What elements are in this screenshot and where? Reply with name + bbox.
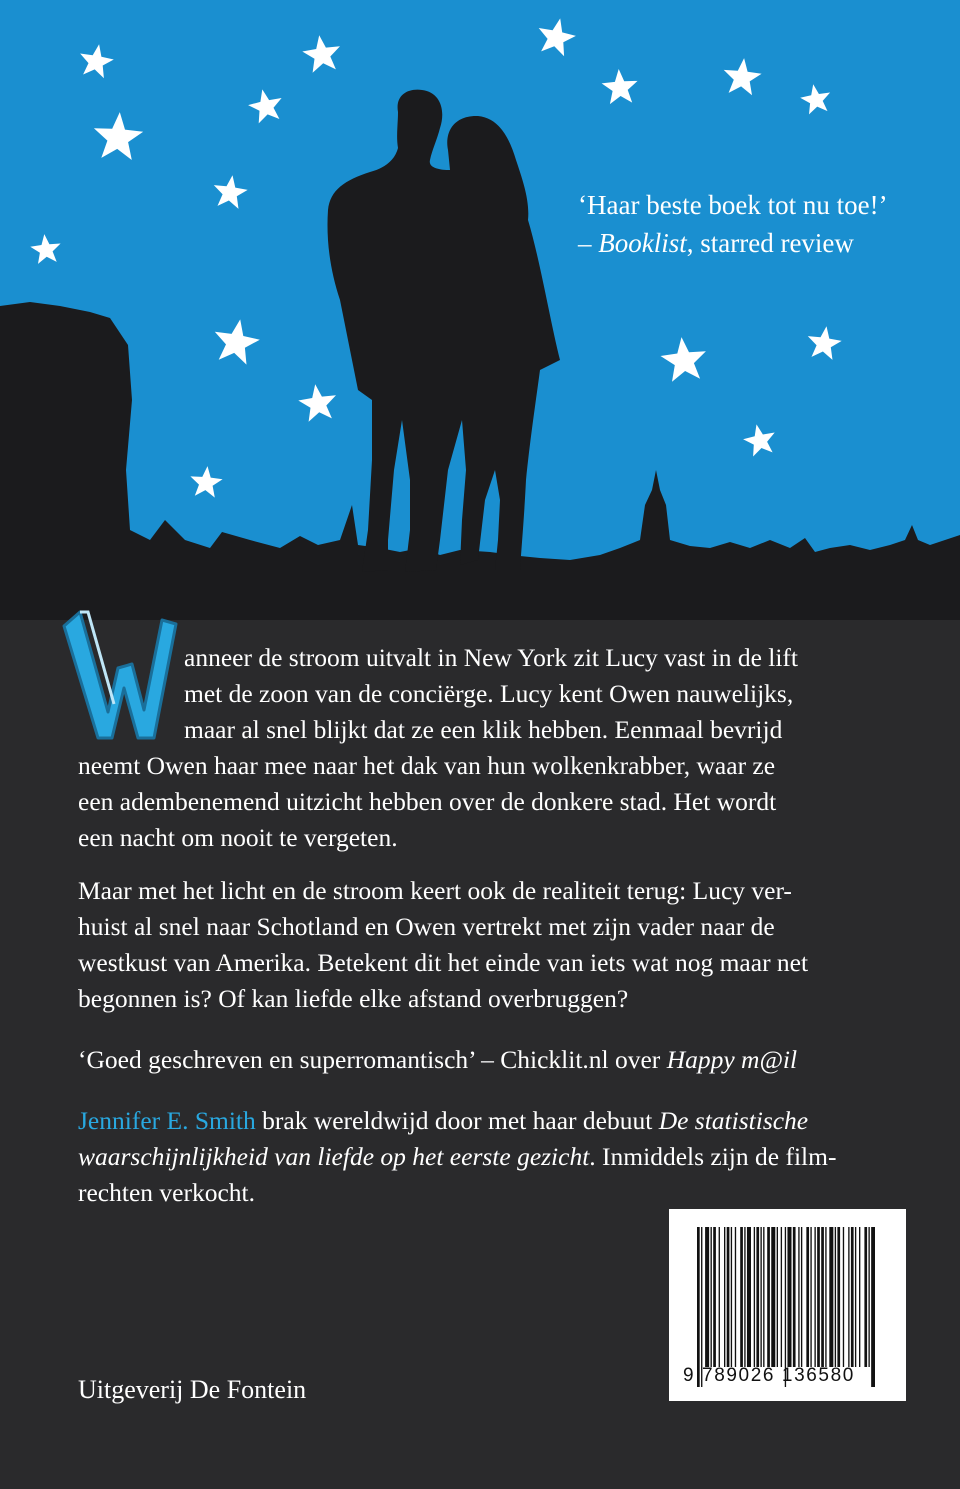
author-name: Jennifer E. Smith	[78, 1106, 256, 1135]
text-line: huist al snel naar Schotland en Owen vertrekt met zijn vader naar de	[78, 912, 775, 941]
author-bio-text: . Inmiddels zijn de film-	[589, 1142, 837, 1171]
barcode-bar	[806, 1227, 809, 1367]
barcode-bar	[851, 1227, 854, 1367]
author-bio-text: brak wereldwijd door met haar debuut	[255, 1106, 659, 1135]
barcode-bar	[855, 1227, 856, 1367]
barcode-bar	[719, 1227, 720, 1367]
author-bio	[78, 1103, 908, 1211]
barcode-bar	[727, 1227, 730, 1367]
text-line: anneer de stroom uitvalt in New York zit Lucy vast in de lift	[184, 643, 799, 672]
barcode-bar	[781, 1227, 782, 1367]
press-quote-text: ‘Goed geschreven en superromantisch’ – Chicklit.nl over	[78, 1045, 667, 1074]
barcode-bar	[785, 1227, 786, 1387]
text-line: westkust van Amerika. Betekent dit het einde van iets wat nog maar net	[78, 948, 809, 977]
barcode-bar	[760, 1227, 761, 1367]
text-line: Maar met het licht en de stroom keert ook de realiteit terug: Lucy ver-	[78, 876, 792, 905]
review-quote-attribution	[578, 224, 888, 262]
barcode-bar	[798, 1227, 799, 1367]
blurb-text	[78, 640, 908, 1211]
barcode-bar	[793, 1227, 796, 1367]
barcode-bar	[731, 1227, 732, 1367]
barcode-bar	[871, 1227, 875, 1387]
press-quote-chicklit	[78, 1042, 908, 1078]
barcode-bar	[754, 1227, 755, 1367]
barcode-bar	[817, 1227, 820, 1367]
attribution-dash: –	[578, 228, 599, 258]
barcode-bar	[787, 1227, 791, 1367]
barcode-bar	[777, 1227, 778, 1367]
text-line: een adembenemend uitzicht hebben over de donkere stad. Het wordt	[78, 787, 777, 816]
barcode-bar	[744, 1227, 745, 1367]
barcode-bar	[747, 1227, 751, 1367]
isbn-number: 9 789026 136580	[683, 1365, 855, 1386]
text-line: een nacht om nooit te vergeten.	[78, 823, 398, 852]
text-line: maar al snel blijkt dat ze een klik hebben. Eenmaal bevrijd	[184, 715, 783, 744]
text-line: neemt Owen haar mee naar het dak van hun wolkenkrabber, waar ze	[78, 751, 776, 780]
barcode-bar	[821, 1227, 824, 1367]
barcode-bar	[810, 1227, 811, 1367]
barcode-bar	[724, 1227, 725, 1367]
barcode-bar	[848, 1227, 849, 1367]
text-line: begonnen is? Of kan liefde elke afstand overbruggen?	[78, 984, 629, 1013]
author-bio-text: rechten verkocht.	[78, 1178, 255, 1207]
barcode-bar	[701, 1227, 702, 1387]
barcode-bar	[825, 1227, 826, 1367]
publisher-name: Uitgeverij De Fontein	[78, 1375, 307, 1404]
barcode-bar	[740, 1227, 743, 1367]
barcode-bar	[843, 1227, 844, 1367]
barcode-bar	[767, 1227, 770, 1367]
press-quote-book-title: Happy m@il	[666, 1045, 798, 1074]
debut-title-part-1: De statistische	[658, 1106, 809, 1135]
review-source: Booklist	[598, 228, 687, 258]
barcode-bar	[771, 1227, 775, 1367]
barcode-bar	[801, 1227, 802, 1367]
debut-title-part-2: waarschijnlijkheid van liefde op het eerste gezicht	[78, 1142, 590, 1171]
blurb-paragraph-1	[78, 640, 908, 856]
barcode-bar	[763, 1227, 764, 1367]
barcode-bar	[868, 1227, 869, 1367]
barcode-bar	[735, 1227, 736, 1367]
barcode-bar	[835, 1227, 836, 1367]
barcode-bar	[859, 1227, 860, 1367]
barcode-bar	[829, 1227, 833, 1367]
barcode-bar	[705, 1227, 709, 1367]
blurb-paragraph-2	[78, 873, 908, 1017]
barcode-bar	[697, 1227, 700, 1387]
review-quote-booklist	[578, 186, 888, 262]
barcode-bar	[756, 1227, 759, 1367]
barcode-bar	[837, 1227, 840, 1367]
night-sky-illustration	[0, 0, 960, 620]
isbn-barcode	[669, 1209, 906, 1401]
barcode-bar	[814, 1227, 815, 1367]
review-source-detail: , starred review	[686, 228, 854, 258]
barcode-bar	[713, 1227, 716, 1367]
text-line: met de zoon van de conciërge. Lucy kent Owen nauwelijks,	[184, 679, 794, 708]
barcode-bar	[864, 1227, 867, 1367]
barcode-bar	[711, 1227, 712, 1367]
review-quote-text: ‘Haar beste boek tot nu toe!’	[578, 190, 888, 220]
